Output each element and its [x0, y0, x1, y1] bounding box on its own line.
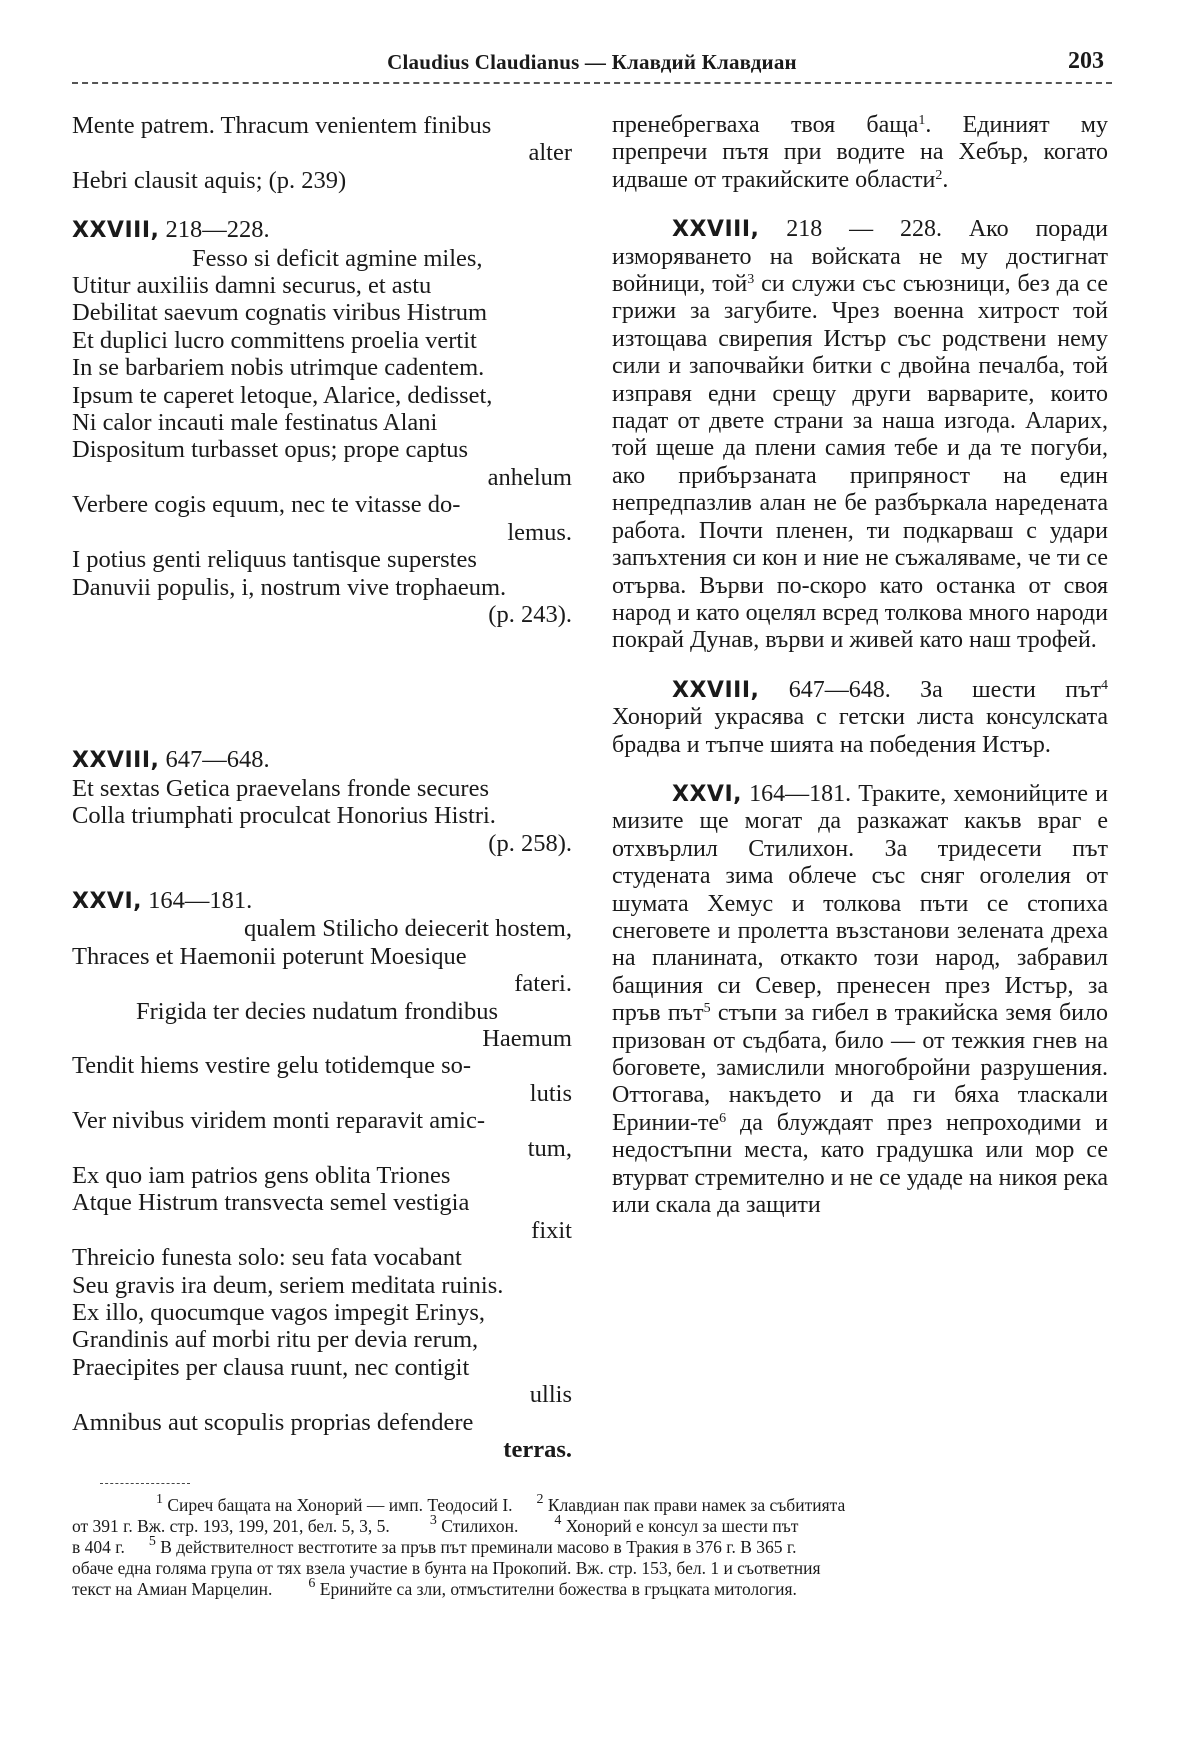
- translation-text: Хонорий украсява с гетски листа консулската брадва и тъпче шията на победения Истър.: [612, 704, 1108, 758]
- footnote-number: 6: [308, 1576, 316, 1591]
- footnote-text: в 404 г.: [72, 1537, 125, 1557]
- latin-line: Et sextas Getica praevelans fronde secures: [72, 774, 489, 802]
- footnote-separator: [100, 1483, 190, 1484]
- footnote-text: В действителност вестготите за пръв път преминали масово в Тракия в 376 г. В 365 г.: [155, 1537, 797, 1557]
- latin-line: lutis: [529, 1079, 572, 1107]
- latin-line: I potius genti reliquus tantisque superstes: [72, 546, 477, 574]
- footnote-text: Хонорий е консул за шести път: [561, 1516, 799, 1536]
- section-ref: XXVIII,: [72, 748, 160, 774]
- footnote-line: [72, 1513, 1108, 1537]
- section-ref: XXVIII,: [72, 218, 160, 244]
- page-header: [72, 46, 1112, 84]
- latin-line: Haemum: [482, 1024, 572, 1052]
- footnotes: [72, 1492, 1108, 1600]
- latin-section-heading: [72, 746, 572, 774]
- latin-line: Utitur auxiliis damni securus, et astu: [72, 272, 432, 300]
- bulgarian-intro: [612, 112, 1108, 194]
- footnote-number: 4: [554, 1513, 562, 1528]
- footnote-text: Сиреч бащата на Хонорий — имп. Теодосий I.: [163, 1495, 513, 1515]
- translation-text: 647—648. За шести път: [759, 676, 1101, 703]
- latin-column: [72, 112, 572, 1485]
- translation-text: си служи със съюзници, без да се грижи за загубите. Чрез военна хитрост той изтощава свирепия Истър със родствени нему сили и започвайки битки с двойна печалба, той изправя едни срещу други варварите, които падат от двете страни за наша изгода. Аларих, той щеше да плени самия тебе и да те погуби, ако прибързаната припряност на един непредпазлив алан не бе разбъркала наредената работа. Почти пленен, ти подкарваш с удари запъхтения си кон и ние не съжаляваме, че ти се отърва. Върви по-скоро като останка от своя народ и като оцелял всред толкова много народи покрай Дунав, върви и живей като наш трофей.: [612, 271, 1108, 654]
- latin-line: (p. 258).: [488, 829, 572, 857]
- latin-line: qualem Stilicho deiecerit hostem,: [244, 915, 572, 943]
- footnote-text: текст на Амиан Марцелин.: [72, 1579, 273, 1599]
- latin-intro: [72, 112, 572, 194]
- translation-text: . Единият му препречи пътя при водите на Хебър, когато идваше от тракийските области: [612, 112, 1108, 193]
- latin-line: fateri.: [514, 970, 572, 998]
- translation-text: 164—181. Траките, хемонийците и мизите ще могат да разкажат какъв враг е отхвърлил Стилихон. За тридесети път студената зима облече със сняг оголелия от шумата Хемус и толкова пъти се стопиха снеговете и пролетта възстанови зелената дреха на планината, откакто този народ, забравил бащиния си Север, пренесен през Истър, за пръв път: [612, 780, 1108, 1027]
- section-ref: XXVIII,: [672, 217, 760, 243]
- translation-text: 218 — 228. Ако поради изморяването на войската не му достигнат войници, той: [612, 216, 1108, 298]
- bulgarian-section-1: [612, 216, 1108, 655]
- latin-line: fixit: [531, 1216, 572, 1244]
- footnote-number: 5: [148, 1534, 156, 1549]
- latin-line: Fesso si deficit agmine miles,: [192, 244, 483, 272]
- latin-line: Dispositum turbasset opus; prope captus: [72, 436, 469, 464]
- section-ref: XXVI,: [72, 888, 142, 914]
- latin-line: Ex illo, quocumque vagos impegit Erinys,: [72, 1299, 486, 1327]
- bulgarian-section-3: [612, 781, 1108, 1220]
- latin-line: Atque Histrum transvecta semel vestigia: [72, 1189, 470, 1217]
- latin-line: Tendit hiems vestire gelu totidemque so-: [72, 1052, 472, 1080]
- footnote-line: обаче една голяма група от тях взела участие в бунта на Прокопий. Вж. стр. 153, бел. 1 и съответния: [72, 1558, 821, 1578]
- latin-line: Et duplici lucro committens proelia vertit: [72, 326, 477, 354]
- latin-line: Grandinis auf morbi ritu per devia rerum,: [72, 1326, 479, 1354]
- latin-section-3: [72, 887, 572, 1464]
- latin-line: tum,: [527, 1134, 572, 1162]
- latin-line: Seu gravis ira deum, seriem meditata ruinis.: [72, 1271, 504, 1299]
- footnote-number: 2: [536, 1492, 544, 1507]
- latin-line: Ni calor incauti male festinatus Alani: [72, 409, 438, 437]
- latin-line: Frigida ter decies nudatum frondibus: [136, 997, 498, 1025]
- translation-text: .: [942, 166, 949, 193]
- latin-line: (p. 243).: [488, 600, 572, 628]
- latin-line: Hebri clausit aquis; (p. 239): [72, 166, 347, 194]
- translation-text: стъпи за гибел в тракийска земя било призован от съдбата, било — от тежкия гнев на боговете, замислили многобройни разрушения. Оттогава, накъдето и да ги бяха тласкали Еринии-те: [612, 1000, 1109, 1136]
- latin-line: Debilitat saevum cognatis viribus Histrum: [72, 299, 488, 327]
- bulgarian-column: [612, 112, 1108, 1241]
- section-range: 164—181.: [142, 886, 253, 914]
- latin-line: lemus.: [507, 518, 572, 546]
- footnote-marker: 3: [747, 272, 755, 288]
- footnote-marker: 1: [918, 113, 926, 128]
- footnote-marker: 2: [935, 167, 943, 183]
- section-ref: XXVI,: [672, 781, 742, 807]
- latin-section-heading: [72, 887, 572, 915]
- latin-line: alter: [528, 139, 572, 167]
- translation-text: пренебрегваха твоя баща: [612, 112, 919, 138]
- footnote-marker: 4: [1101, 677, 1108, 693]
- footnote-number: 1: [156, 1492, 163, 1507]
- latin-line: Verbere cogis equum, nec te vitasse do-: [72, 491, 461, 519]
- section-ref: XXVIII,: [672, 677, 760, 703]
- section-range: 647—648.: [159, 746, 270, 774]
- latin-section-1: [72, 216, 572, 628]
- latin-line: Thraces et Haemonii poterunt Moesique: [72, 942, 467, 970]
- latin-line: Mente patrem. Thracum venientem finibus: [72, 112, 492, 139]
- latin-line: Danuvii populis, i, nostrum vive trophaeum.: [72, 573, 507, 601]
- footnote-line: [72, 1576, 1108, 1600]
- bulgarian-section-2: [612, 677, 1108, 759]
- footnote-text: Клавдиан пак прави намек за събитията: [543, 1495, 846, 1515]
- latin-section-2: [72, 746, 572, 857]
- latin-line: Ipsum te caperet letoque, Alarice, dedisset,: [72, 381, 493, 409]
- footnote-marker: 5: [703, 1001, 711, 1017]
- footnote-line: [72, 1534, 1108, 1558]
- footnote-line: [72, 1492, 1108, 1516]
- running-title: Claudius Claudianus — Клавдий Клавдиан: [387, 50, 797, 74]
- latin-line: Praecipites per clausa ruunt, nec contigit: [72, 1353, 470, 1381]
- latin-line: ullis: [529, 1381, 572, 1409]
- latin-line: Threicio funesta solo: seu fata vocabant: [72, 1244, 462, 1272]
- latin-line: Ex quo iam patrios gens oblita Triones: [72, 1162, 451, 1189]
- latin-line: anhelum: [487, 463, 572, 491]
- latin-line: Colla triumphati proculcat Honorius Histri.: [72, 802, 496, 830]
- latin-section-heading: [72, 216, 572, 244]
- latin-line: Ver nivibus viridem monti reparavit amic-: [72, 1107, 485, 1135]
- latin-line: Amnibus aut scopulis proprias defendere: [72, 1408, 474, 1436]
- latin-line: terras.: [503, 1436, 572, 1464]
- footnote-marker: 6: [719, 1110, 727, 1126]
- footnote-text: Еринийте са зли, отмъстителни божества в гръцката митология.: [315, 1579, 797, 1599]
- latin-line: In se barbariem nobis utrimque cadentem.: [72, 354, 485, 382]
- page-number: 203: [1068, 48, 1104, 74]
- section-range: 218—228.: [159, 216, 270, 244]
- footnote-text: Стилихон.: [436, 1516, 519, 1536]
- footnote-text: от 391 г. Вж. стр. 193, 199, 201, бел. 5, 3, 5.: [72, 1516, 390, 1536]
- footnote-number: 3: [429, 1513, 437, 1528]
- translation-text: да блуждаят през непроходими и недостъпни места, като градушка или мор се втурват стремително и не се удаде на никоя река или скала да защити: [612, 1109, 1108, 1219]
